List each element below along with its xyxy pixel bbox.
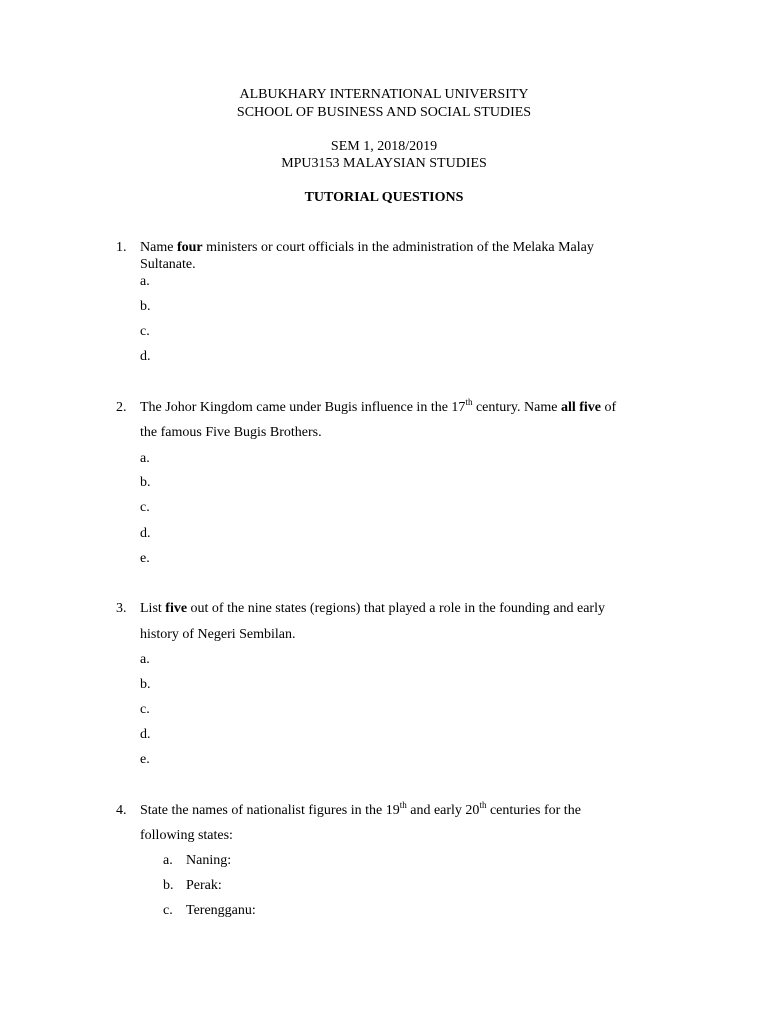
answer-option-b: b. bbox=[140, 677, 151, 692]
emphasis: five bbox=[165, 601, 188, 616]
answer-option-b: b. bbox=[140, 475, 151, 490]
sub-item-terengganu: Terengganu: bbox=[186, 903, 256, 918]
question-number: 4. bbox=[116, 803, 127, 818]
sub-item-letter-b: b. bbox=[163, 878, 174, 893]
question-number: 3. bbox=[116, 601, 127, 616]
answer-option-c: c. bbox=[140, 324, 150, 339]
semester: SEM 1, 2018/2019 bbox=[330, 139, 438, 154]
question-text bbox=[140, 802, 581, 819]
document-title: TUTORIAL QUESTIONS bbox=[304, 190, 464, 205]
answer-option-a: a. bbox=[140, 652, 150, 667]
question-number: 1. bbox=[116, 240, 127, 255]
text-run: of bbox=[601, 400, 617, 415]
text-run: The Johor Kingdom came under Bugis influence in the 17 bbox=[140, 400, 466, 415]
sub-item-perak: Perak: bbox=[186, 878, 222, 893]
text-run: List bbox=[140, 601, 166, 616]
answer-option-d: d. bbox=[140, 349, 151, 364]
course-title: MPU3153 MALAYSIAN STUDIES bbox=[281, 156, 487, 171]
text-run: Name bbox=[140, 240, 177, 255]
question-text-continued: the famous Five Bugis Brothers. bbox=[140, 425, 322, 440]
text-run: ministers or court officials in the administration of the Melaka Malay bbox=[202, 240, 594, 255]
text-run: State the names of nationalist figures in the 19 bbox=[140, 803, 400, 818]
answer-option-d: d. bbox=[140, 526, 151, 541]
question-text-continued: Sultanate. bbox=[140, 257, 196, 272]
question-text-continued: following states: bbox=[140, 828, 233, 843]
school-name: SCHOOL OF BUSINESS AND SOCIAL STUDIES bbox=[236, 105, 532, 120]
answer-option-a: a. bbox=[140, 451, 150, 466]
emphasis: four bbox=[176, 240, 203, 255]
answer-option-e: e. bbox=[140, 551, 150, 566]
answer-option-c: c. bbox=[140, 702, 150, 717]
text-run: century. Name bbox=[472, 400, 561, 415]
question-text bbox=[140, 399, 616, 416]
superscript: th bbox=[465, 397, 473, 407]
sub-item-letter-a: a. bbox=[163, 853, 173, 868]
answer-option-e: e. bbox=[140, 752, 150, 767]
emphasis: all five bbox=[560, 400, 601, 415]
question-text-continued: history of Negeri Sembilan. bbox=[140, 627, 296, 642]
answer-option-a: a. bbox=[140, 274, 150, 289]
answer-option-b: b. bbox=[140, 299, 151, 314]
sub-item-letter-c: c. bbox=[163, 903, 173, 918]
question-text bbox=[140, 600, 605, 617]
university-name: ALBUKHARY INTERNATIONAL UNIVERSITY bbox=[239, 87, 529, 102]
text-run: out of the nine states (regions) that played a role in the founding and early bbox=[187, 601, 605, 616]
sub-item-naning: Naning: bbox=[186, 853, 232, 868]
answer-option-c: c. bbox=[140, 500, 150, 515]
superscript: th bbox=[479, 800, 487, 810]
text-run: and early 20 bbox=[406, 803, 480, 818]
question-number: 2. bbox=[116, 400, 127, 415]
answer-option-d: d. bbox=[140, 727, 151, 742]
superscript: th bbox=[399, 800, 407, 810]
question-text bbox=[140, 239, 594, 256]
text-run: centuries for the bbox=[486, 803, 581, 818]
